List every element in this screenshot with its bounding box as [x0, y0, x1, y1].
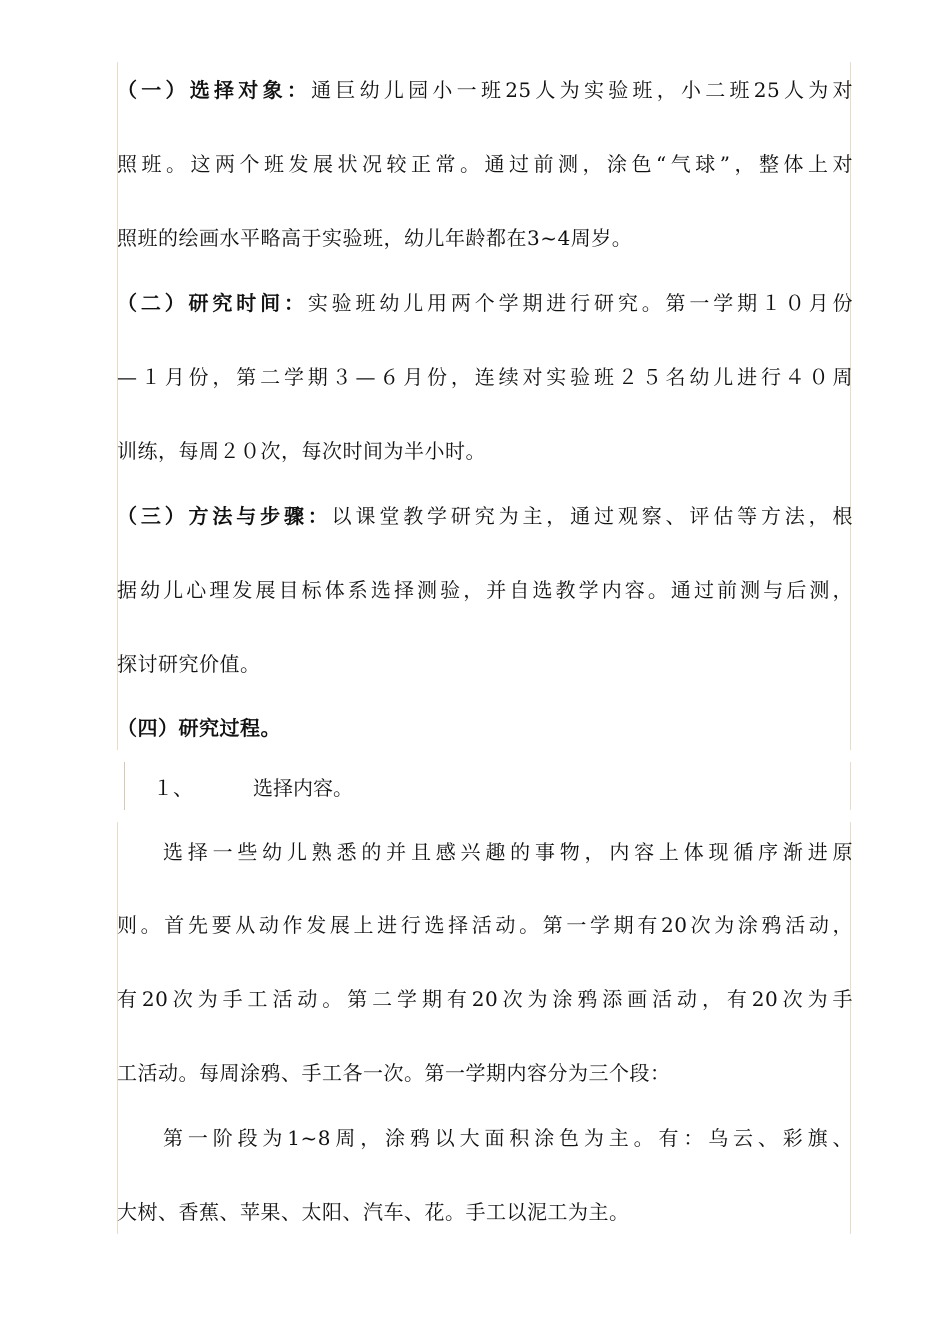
section3-line1 [117, 502, 853, 530]
section1-line3: 照班的绘画水平略高于实验班，幼儿年龄都在3~4周岁。 [117, 226, 633, 250]
section3-line2: 据幼儿心理发展目标体系选择测验，并自选教学内容。通过前测与后测， [117, 578, 853, 602]
margin-rule-right-lower [850, 822, 851, 1234]
section4-line [117, 714, 853, 742]
section1-heading: （一）选择对象： [117, 78, 312, 102]
section3-heading: （三）方法与步骤： [117, 504, 332, 528]
list-rule-right [850, 762, 851, 810]
section2-line1 [117, 289, 853, 317]
margin-rule-left-lower [117, 822, 118, 1234]
para1-line4: 工活动。每周涂鸦、手工各一次。第一学期内容分为三个段： [117, 1061, 671, 1085]
section1-line2: 照班。这两个班发展状况较正常。通过前测，涂色“气球”，整体上对 [117, 152, 853, 176]
list-rule-left [124, 762, 125, 810]
section2-line2: —１月份，第二学期３—６月份，连续对实验班２５名幼儿进行４０周 [117, 365, 853, 389]
section1-text1: 通巨幼儿园小一班25人为实验班，小二班25人为对 [311, 78, 854, 102]
para2-line1: 第一阶段为1~8周，涂鸦以大面积涂色为主。有：乌云、彩旗、 [163, 1126, 853, 1150]
section4-heading: （四）研究过程。 [117, 716, 281, 740]
section1-line1 [117, 76, 853, 104]
section3-line3: 探讨研究价值。 [117, 652, 261, 676]
para1-line2: 则。首先要从动作发展上进行选择活动。第一学期有20次为涂鸦活动， [117, 913, 853, 937]
section2-text1: 实验班幼儿用两个学期进行研究。第一学期１０月份 [307, 291, 854, 315]
section2-heading: （二）研究时间： [117, 291, 308, 315]
section2-line3: 训练，每周２０次，每次时间为半小时。 [117, 439, 486, 463]
list-item-number: １、 [153, 776, 193, 800]
section3-text1: 以课堂教学研究为主，通过观察、评估等方法，根 [331, 504, 854, 528]
list-item-text: 选择内容。 [253, 776, 353, 800]
para2-line2: 大树、香蕉、苹果、太阳、汽车、花。手工以泥工为主。 [117, 1200, 630, 1224]
para1-line1: 选择一些幼儿熟悉的并且感兴趣的事物，内容上体现循序渐进原 [163, 840, 853, 864]
para1-line3: 有20次为手工活动。第二学期有20次为涂鸦添画活动，有20次为手 [117, 987, 853, 1011]
